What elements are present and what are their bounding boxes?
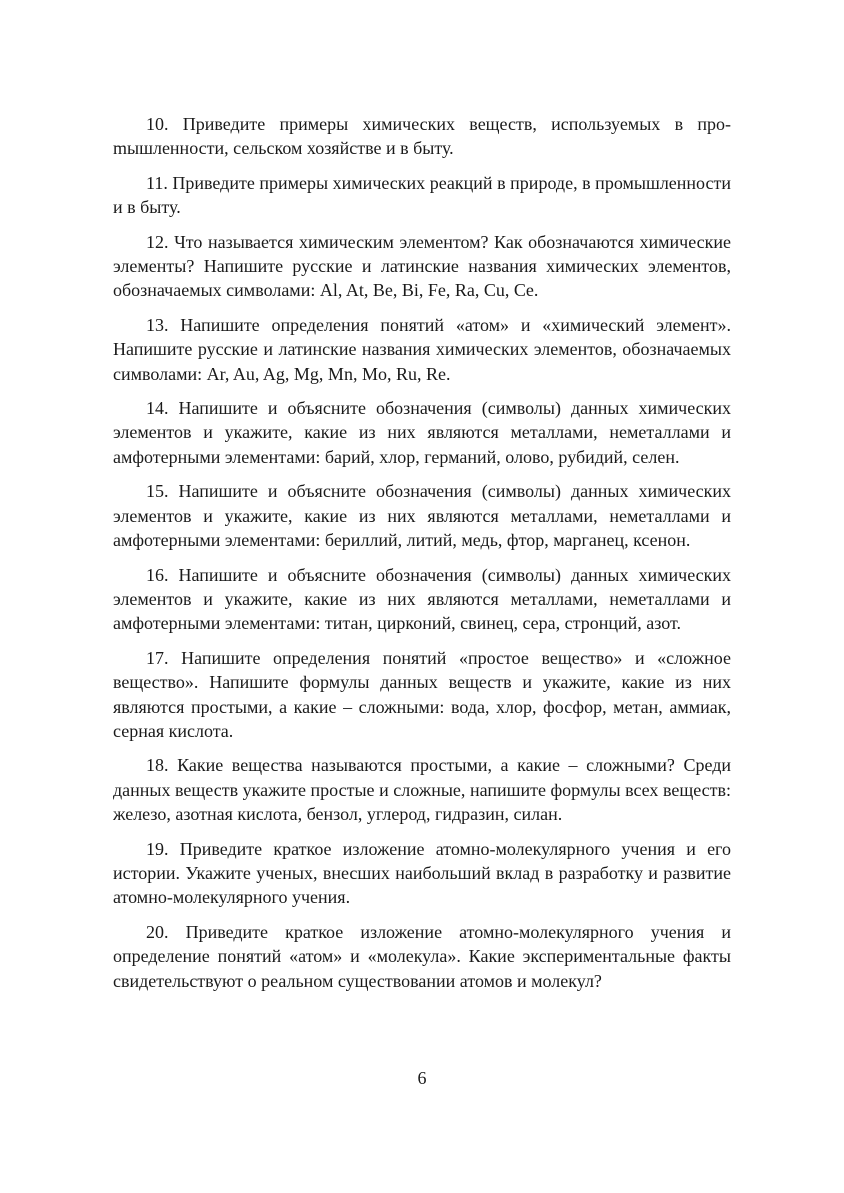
question-16: 16. Напишите и объясните обозначения (символы) данных химических элементов и укажите, какие из них являются металлами, неметаллами и амфотерными элементами: титан, цирконий, свинец, сера, стронций, азот. <box>113 564 731 634</box>
page-body <box>113 112 731 1003</box>
question-11: 11. Приведите примеры химических реакций в природе, в промышленности и в быту. <box>113 172 731 218</box>
question-17: 17. Напишите определения понятий «простое вещество» и «сложное вещество». Напишите формулы данных веществ и укажите, какие из них являются простыми, а какие – сложными: вода, хлор, фосфор, метан, аммиак, серная кислота. <box>113 647 731 741</box>
question-10: 10. Приведите примеры химических веществ, используемых в проmышленности, сельском хозяйстве и в быту. <box>113 114 731 159</box>
question-15: 15. Напишите и объясните обозначения (символы) данных химических элементов и укажите, какие из них являются металлами, неметаллами и амфотерными элементами: бериллий, литий, медь, фтор, марганец, ксенон. <box>113 481 731 551</box>
page-number: 6 <box>417 1068 427 1088</box>
question-14: 14. Напишите и объясните обозначения (символы) данных химических элементов и укажите, какие из них являются металлами, неметаллами и амфотерными элементами: барий, хлор, германий, олово, рубидий, селен. <box>113 398 731 467</box>
question-19: 19. Приведите краткое изложение атомно-молекулярного учения и его истории. Укажите ученых, внесших наибольший вклад в разработку и развитие атомно-молекулярного учения. <box>113 838 731 908</box>
question-12: 12. Что называется химическим элементом? Как обозначаются химические элементы? Напишите русские и латинские названия химических элементов, обозначаемых символами: Al, At, Be, Bi, Fe, Ra, Cu, Ce. <box>113 231 731 301</box>
question-18: 18. Какие вещества называются простыми, а какие – сложными? Среди данных веществ укажите простые и сложные, напишите формулы всех веществ: железо, азотная кислота, бензол, углерод, гидразин, силан. <box>113 755 731 825</box>
question-20: 20. Приведите краткое изложение атомно-молекулярного учения и определение понятий «атом» и «молекула». Какие экспериментальные факты свидетельствуют о реальном существовании атомов и молекул? <box>113 921 731 991</box>
question-13: 13. Напишите определения понятий «атом» и «химический элемент». Напишите русские и латинские названия химических элементов, обозначаемых символами: Ar, Au, Ag, Mg, Mn, Mo, Ru, Re. <box>113 314 731 384</box>
